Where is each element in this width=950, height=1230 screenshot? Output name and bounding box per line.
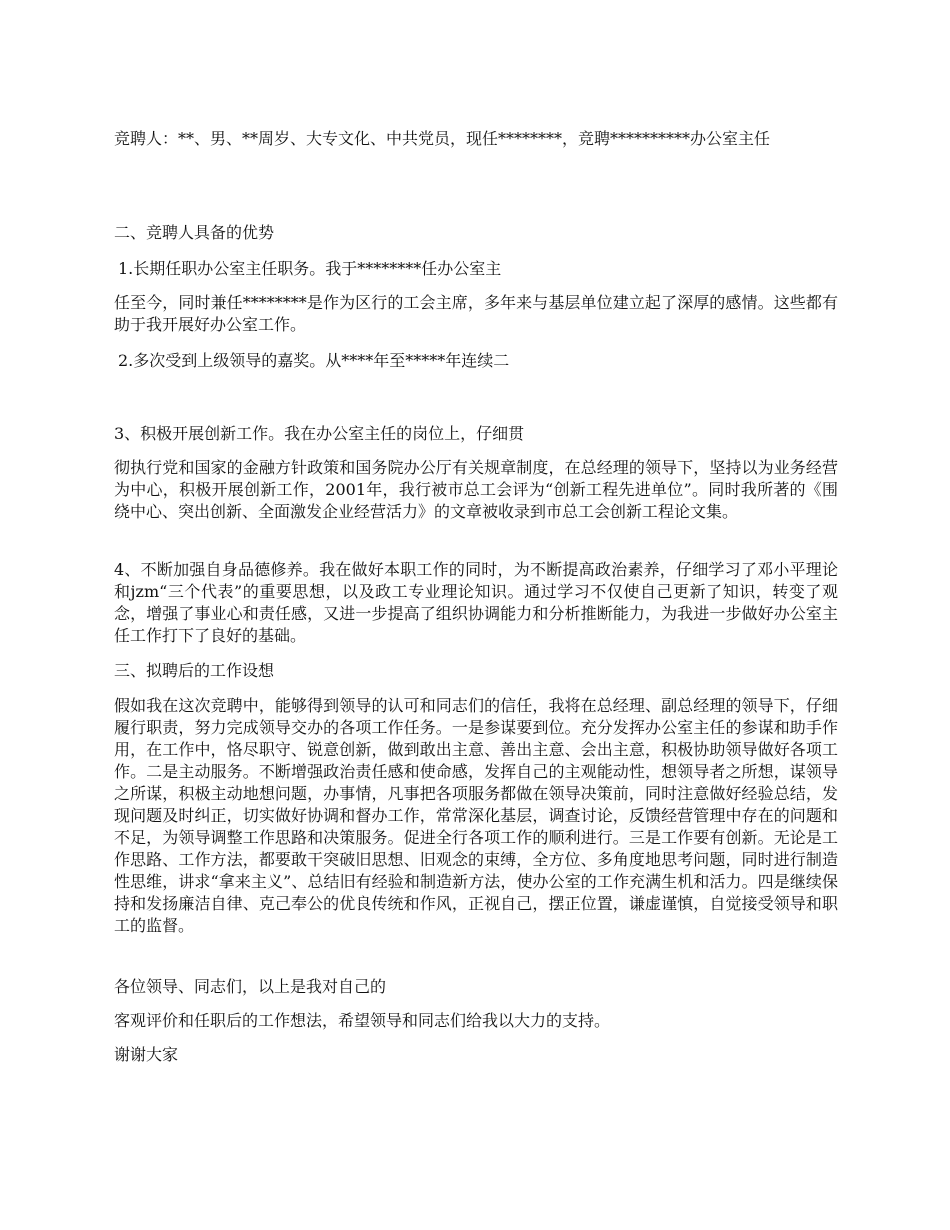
- section-heading-advantages: 二、竞聘人具备的优势: [114, 223, 275, 242]
- candidate-info-paragraph: 竞聘人：**、男、**周岁、大专文化、中共党员，现任********，竞聘**********办公室主任: [114, 129, 771, 148]
- thanks-line: 谢谢大家: [114, 1045, 179, 1064]
- advantage-item-4: 4、不断加强自身品德修养。我在做好本职工作的同时，为不断提高政治素养，仔细学习了邓小平理论和jzm“三个代表”的重要思想，以及政工专业理论知识。通过学习不仅使自己更新了知识，转变了观念，增强了事业心和责任感，又进一步提高了组织协调能力和分析推断能力，为我进一步做好办公室主任工作打下了良好的基础。: [114, 560, 838, 645]
- advantage-item-1: 1.长期任职办公室主任职务。我于********任办公室主: [118, 259, 502, 278]
- closing-paragraph-1: 各位领导、同志们，以上是我对自己的: [114, 977, 387, 996]
- closing-paragraph-2: 客观评价和任职后的工作想法，希望领导和同志们给我以大力的支持。: [114, 1011, 611, 1030]
- work-plan-paragraph: 假如我在这次竞聘中，能够得到领导的认可和同志们的信任，我将在总经理、副总经理的领导下，仔细履行职责，努力完成领导交办的各项工作任务。一是参谋要到位。充分发挥办公室主任的参谋和助手作用，在工作中，恪尽职守、锐意创新，做到敢出主意、善出主意、会出主意，积极协助领导做好各项工作。二是主动服务。不断增强政治责任感和使命感，发挥自己的主观能动性，想领导者之所想，谋领导之所谋，积极主动地想问题，办事情，凡事把各项服务都做在领导决策前，同时注意做好经验总结，发现问题及时纠正，切实做好协调和督办工作，常常深化基层，调查讨论，反馈经营管理中存在的问题和不足，为领导调整工作思路和决策服务。促进全行各项工作的顺利进行。三是工作要有创新。无论是工作思路、工作方法，都要敢干突破旧思想、旧观念的束缚，全方位、多角度地思考问题，同时进行制造性思维，讲求“拿来主义”、总结旧有经验和制造新方法，使办公室的工作充满生机和活力。四是继续保持和发扬廉洁自律、克己奉公的优良传统和作风，正视自己，摆正位置，谦虚谨慎，自觉接受领导和职工的监督。: [114, 696, 838, 935]
- advantage-item-3: 3、积极开展创新工作。我在办公室主任的岗位上，仔细贯: [114, 424, 525, 443]
- advantage-item-3-continued: 彻执行党和国家的金融方针政策和国务院办公厅有关规章制度，在总经理的领导下，坚持以为业务经营为中心，积极开展创新工作，2001年，我行被市总工会评为“创新工程先进单位”。同时我所著的《围绕中心、突出创新、全面激发企业经营活力》的文章被收录到市总工会创新工程论文集。: [114, 458, 838, 521]
- section-heading-work-plan: 三、拟聘后的工作设想: [114, 661, 275, 680]
- advantage-item-1-continued: 任至今，同时兼任********是作为区行的工会主席，多年来与基层单位建立起了深厚的感情。这些都有助于我开展好办公室工作。: [114, 293, 838, 334]
- advantage-item-2: 2.多次受到上级领导的嘉奖。从****年至*****年连续二: [118, 351, 510, 370]
